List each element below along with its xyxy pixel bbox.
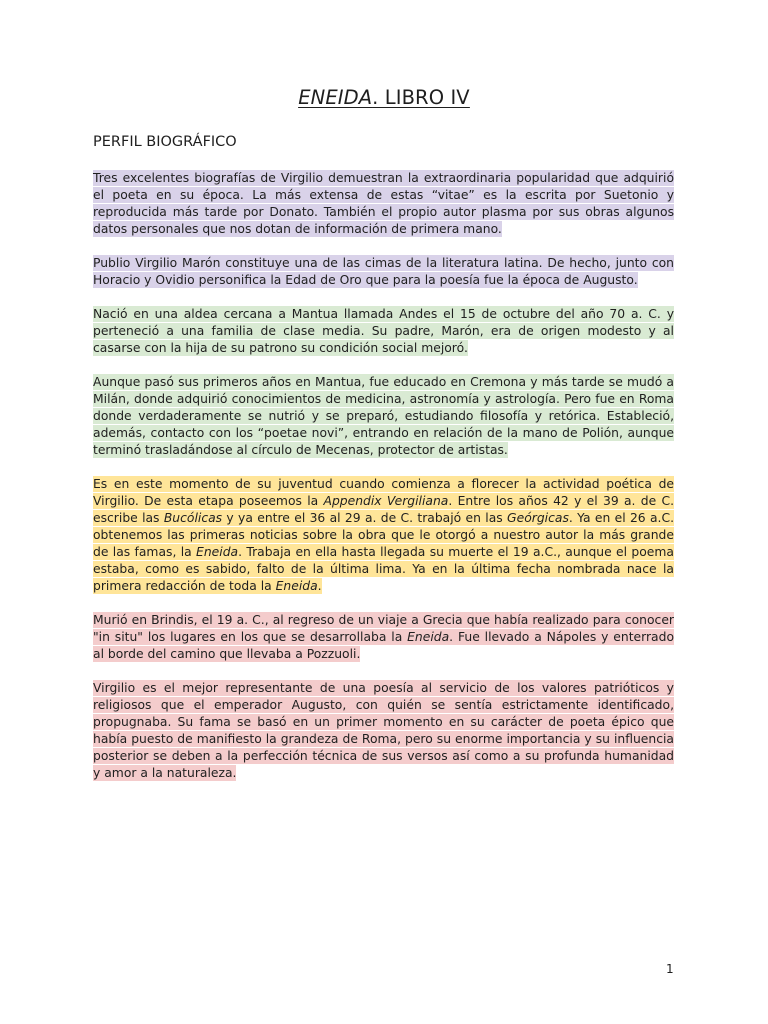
title-rest: . LIBRO IV [372, 86, 470, 109]
page-number: 1 [666, 962, 674, 976]
paragraph-2 [93, 255, 674, 289]
p5-segment: y ya entre el 36 al 29 a. de C. trabajó en las [222, 511, 508, 525]
paragraph-1-text: Tres excelentes biografías de Virgilio demuestran la extraordinaria popularidad que adquirió el poeta en su época. La más extensa de estas “vitae” es la escrita por Suetonio y reproducida más tarde por Donato. También el propio autor plasma por sus obras algunos datos personales que nos dotan de información de primera mano. [93, 171, 674, 236]
title-italic: ENEIDA [298, 86, 373, 109]
p5-italic-eneida: Eneida [196, 545, 239, 559]
p5-segment: . Ya en el 26 a.C. obtenemos las primeras noticias sobre la obra que le otorgó a nuestro autor la más grande de las famas, la [93, 511, 675, 559]
paragraph-7-text: Virgilio es el mejor representante de una poesía al servicio de los valores patrióticos y religiosos que el emperador Augusto, con quién se sentía estrictamente identificado, propugnaba. Su fama se basó en un primer momento en su carácter de poeta épico que había puesto de manifiesto la grandeza de Roma, pero su enorme importancia y su influencia posterior se deben a la perfección técnica de sus versos así como a su profunda humanidad y amor a la naturaleza. [93, 681, 674, 780]
p5-segment: . [317, 579, 322, 593]
document-title [0, 86, 768, 109]
paragraph-3 [93, 306, 674, 357]
p5-italic-appendix: Appendix Vergiliana [323, 494, 449, 508]
paragraph-2-text: Publio Virgilio Marón constituye una de las cimas de la literatura latina. De hecho, junto con Horacio y Ovidio personifica la Edad de Oro que para la poesía fue la época de Augusto. [93, 256, 674, 287]
p5-italic-bucolicas: Bucólicas [163, 511, 223, 525]
paragraph-3-text: Nació en una aldea cercana a Mantua llamada Andes el 15 de octubre del año 70 a. C. y perteneció a una familia de clase media. Su padre, Marón, era de origen modesto y al casarse con la hija de su patrono su condición social mejoró. [93, 307, 674, 355]
p5-segment: Es en este momento de su juventud cuando comienza a florecer la actividad poética de Virgilio. De esta etapa poseemos la [93, 477, 674, 508]
paragraph-4-text: Aunque pasó sus primeros años en Mantua, fue educado en Cremona y más tarde se mudó a Milán, donde adquirió conocimientos de medicina, astronomía y astrología. Pero fue en Roma donde verdaderamente se nutrió y se preparó, estudiando filosofía y retórica. Estableció, además, contacto con los “poetae novi”, entrando en relación de la mano de Polión, aunque terminó trasladándose al círculo de Mecenas, protector de artistas. [93, 375, 674, 457]
document-body [93, 170, 674, 782]
paragraph-6 [93, 612, 674, 663]
section-heading: PERFIL BIOGRÁFICO [93, 134, 237, 150]
p5-segment: . Trabaja en ella hasta llegada su muerte el 19 a.C., aunque el poema estaba, como es sabido, falto de la última lima. Ya en la última fecha nombrada nace la primera redacción de toda la [93, 545, 674, 593]
p6-segment: Murió en Brindis, el 19 a. C., al regreso de un viaje a Grecia que había realizado para conocer "in situ" los lugares en los que se desarrollaba la [93, 613, 674, 644]
paragraph-1 [93, 170, 674, 238]
paragraph-6-text [93, 612, 674, 662]
p6-italic-eneida: Eneida [407, 630, 450, 644]
p6-segment: . Fue llevado a Nápoles y enterrado al borde del camino que llevaba a Pozzuoli. [93, 630, 675, 661]
paragraph-7 [93, 680, 674, 782]
paragraph-5 [93, 476, 674, 595]
paragraph-4 [93, 374, 674, 459]
p5-italic-georgicas: Geórgicas [507, 511, 569, 525]
p5-segment: . Entre los años 42 y el 39 a. de C. escribe las [93, 494, 674, 525]
paragraph-5-text [93, 476, 674, 594]
p5-italic-eneida: Eneida [275, 579, 318, 593]
